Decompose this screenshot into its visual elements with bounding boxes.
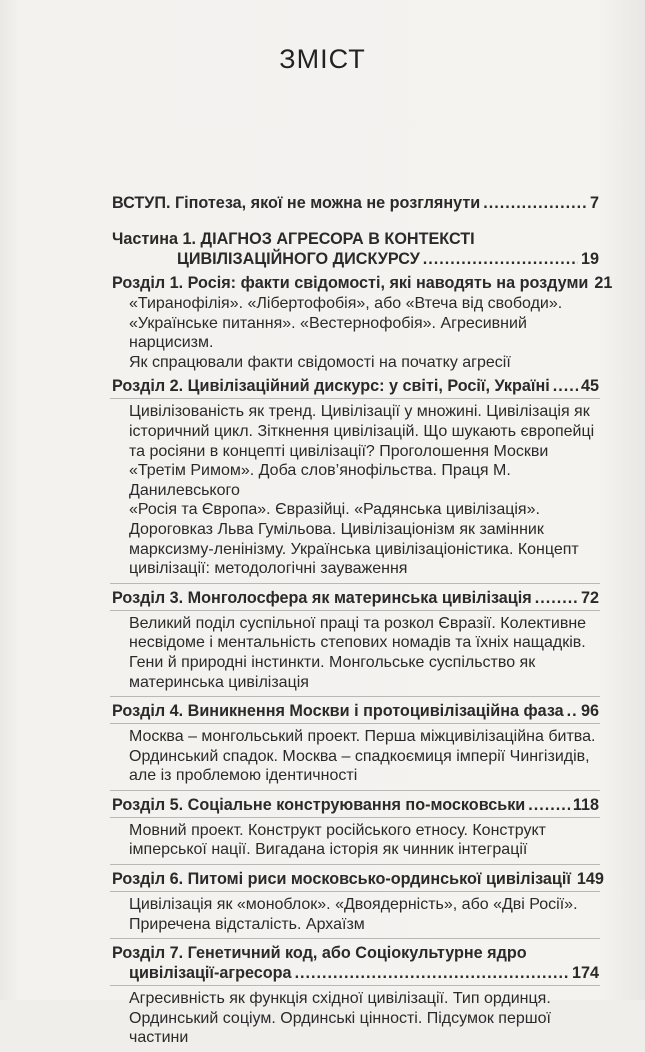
toc-entry-chapter-3: [112, 583, 599, 692]
entry-page: 149: [576, 870, 604, 889]
description-line: «Українське питання». «Вестернофобія». Агресивний нарцисизм.: [129, 314, 527, 352]
chapter-description: [129, 989, 599, 1048]
description-line: Мовний проект. Конструкт російського етносу. Конструкт: [129, 821, 546, 839]
entry-page: 174: [571, 964, 599, 983]
toc-entry-chapter-4: [112, 696, 599, 786]
dot-leader: [295, 963, 569, 983]
divider: [110, 610, 600, 611]
entry-page: 7: [589, 194, 599, 212]
toc-entry-chapter-2: [112, 376, 599, 578]
divider: [110, 938, 600, 939]
description-line: материнська цивілізація: [129, 673, 309, 691]
dot-leader: [483, 193, 587, 213]
divider: [110, 985, 600, 986]
description-line: але із проблемою ідентичності: [129, 767, 358, 785]
chapter-description: [129, 402, 599, 578]
toc-entry-part1: [112, 229, 599, 269]
entry-page: 72: [580, 588, 599, 607]
chapter-title: Розділ 7. Генетичний код, або Соціокультурне ядро: [112, 944, 527, 963]
entry-page: 118: [572, 795, 599, 814]
toc-entry-chapter-7: [112, 938, 599, 1048]
description-line: Ординський соціум. Ординські цінності. Підсумок першої частини: [129, 1009, 551, 1047]
toc-entry-intro: [112, 193, 599, 213]
chapter-title-line2: цивілізації-агресора: [129, 964, 292, 983]
description-line: імперської нації. Вигадана історія як чинник інтеграції: [129, 841, 528, 859]
description-line: Як спрацювали факти свідомості на початку агресії: [129, 353, 511, 371]
toc-entry-chapter-1: [112, 273, 613, 372]
divider: [110, 790, 600, 791]
description-line: Дороговказ Льва Гумільова. Цивілізаціонізм як замінник: [129, 520, 544, 538]
dot-leader: [553, 376, 578, 396]
description-line: та росіяни в концепті цивілізації? Проголошення Москви: [129, 442, 549, 460]
entry-page: 21: [594, 274, 613, 292]
description-line: цивілізації: методологічні зауваження: [129, 560, 408, 578]
description-line: Приречена відсталість. Архаїзм: [129, 915, 365, 933]
description-line: Ординський спадок. Москва – спадкоємиця імперії Чингізидів,: [129, 747, 590, 765]
description-line: Гени й природні інстинкти. Монгольське суспільство як: [129, 653, 536, 671]
dot-leader: [535, 588, 578, 608]
dot-leader: [528, 795, 570, 815]
dot-leader: [567, 701, 578, 721]
entry-title: ВСТУП. Гіпотеза, якої не можна не розглянути: [112, 194, 481, 212]
chapter-description: [129, 614, 599, 692]
description-line: Агресивність як функція східної цивілізації. Тип ординця.: [129, 990, 551, 1008]
description-line: Цивілізованість як тренд. Цивілізації у множині. Цивілізація як: [129, 403, 590, 421]
description-line: «Третім Римом». Доба слов’янофільства. Праця М. Данилевського: [129, 462, 511, 499]
chapter-title: Розділ 3. Монголосфера як материнська цивілізація: [112, 588, 532, 607]
chapter-description: [129, 821, 599, 860]
part-title-line2: ЦИВІЛІЗАЦІЙНОГО ДИСКУРСУ: [177, 250, 420, 268]
divider: [110, 696, 600, 697]
divider: [110, 891, 600, 892]
dot-leader: [423, 249, 578, 269]
toc-entry-chapter-6: [112, 864, 604, 934]
chapter-title: Розділ 6. Питомі риси московсько-ординської цивілізації: [112, 870, 571, 889]
divider: [110, 864, 600, 865]
description-line: марксизму-ленінізму. Українська цивілізаціоністика. Концепт: [129, 540, 579, 558]
description-line: історичний цикл. Зіткнення цивілізацій. Що шукають європейці: [129, 422, 595, 440]
entry-page: 96: [580, 702, 599, 721]
divider: [110, 723, 600, 724]
description-line: Цивілізація як «моноблок». «Двоядерність», або «Дві Росії».: [129, 896, 578, 914]
chapter-description: [129, 294, 599, 372]
chapter-title: Розділ 4. Виникнення Москви і протоцивілізаційна фаза: [112, 702, 564, 721]
description-line: Москва – монгольський проект. Перша міжцивілізаційна битва.: [129, 728, 596, 746]
chapter-description: [129, 895, 599, 934]
divider: [110, 398, 600, 399]
description-line: «Тиранофілія». «Лібертофобія», або «Втеча від свободи».: [129, 295, 563, 312]
chapter-title: Розділ 2. Цивілізаційний дискурс: у світі, Росії, Україні: [112, 377, 550, 396]
part-title-line1: Частина 1. ДІАГНОЗ АГРЕСОРА В КОНТЕКСТІ: [112, 230, 475, 248]
chapter-list: [112, 273, 613, 1052]
description-line: Великий поділ суспільної праці та розкол Євразії. Колективне: [129, 614, 587, 632]
description-line: «Росія та Європа». Євразійці. «Радянська цивілізація».: [129, 501, 540, 519]
toc-entry-chapter-5: [112, 790, 599, 860]
divider: [110, 583, 600, 584]
description-line: несвідоме і ментальність степових номадів та їхніх нащадків.: [129, 634, 586, 652]
chapter-title: Розділ 5. Соціальне конструювання по-московськи: [112, 795, 526, 814]
page-title: ЗМІСТ: [279, 44, 366, 74]
entry-page: 45: [580, 377, 599, 396]
chapter-description: [129, 727, 599, 786]
entry-page: 19: [580, 250, 599, 268]
chapter-title: Розділ 1. Росія: факти свідомості, які наводять на роздуми: [112, 274, 589, 292]
divider: [110, 817, 600, 818]
